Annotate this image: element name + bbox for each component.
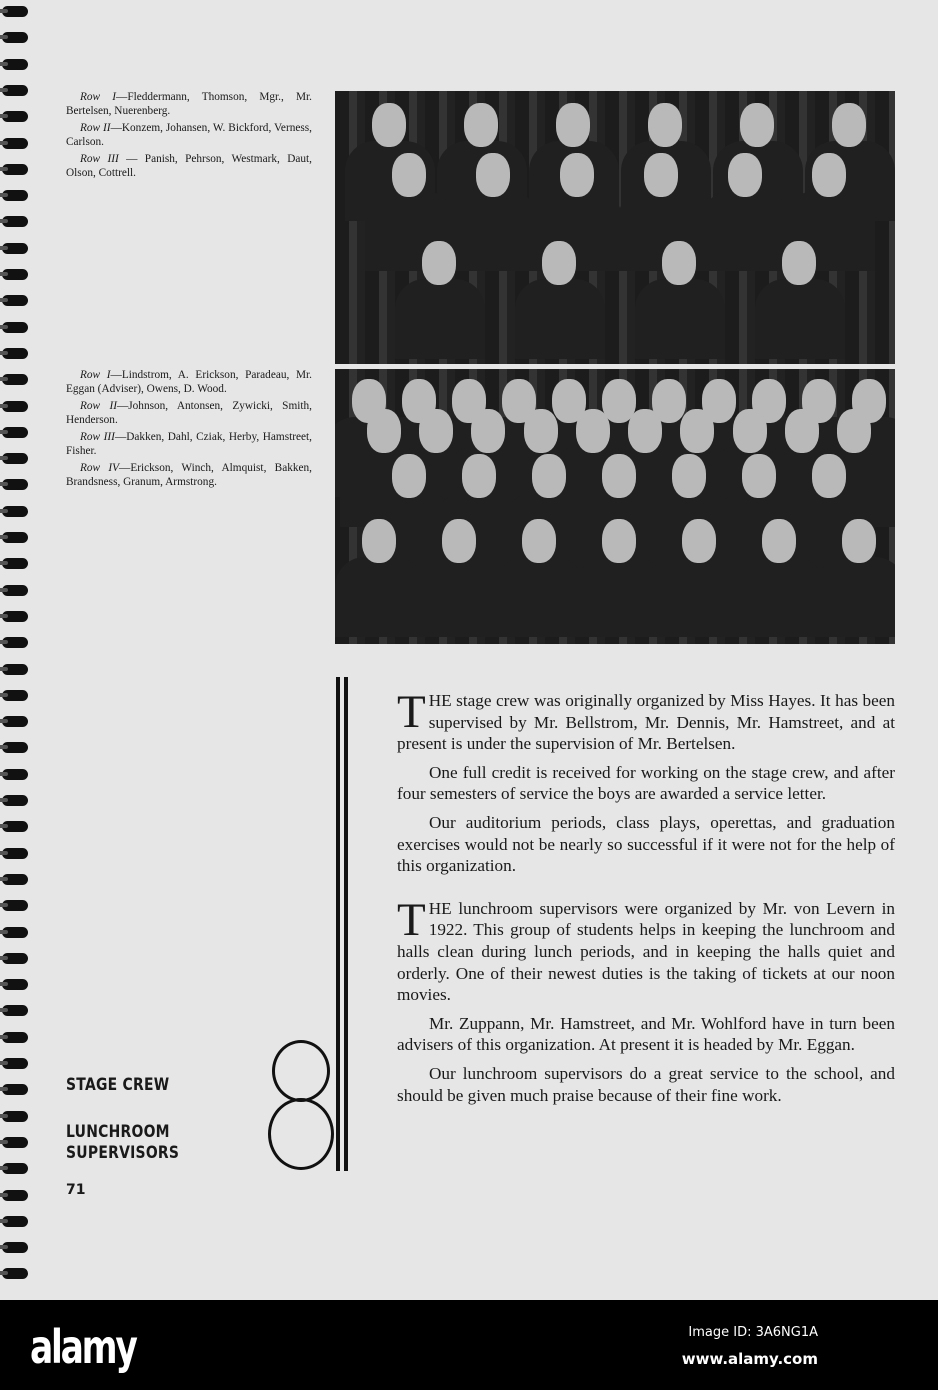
person-face xyxy=(372,103,406,147)
spiral-ring xyxy=(2,664,28,675)
person-silhouette xyxy=(395,279,485,359)
person-face xyxy=(542,241,576,285)
spiral-ring xyxy=(2,874,28,885)
spiral-ring xyxy=(2,1005,28,1016)
spiral-ring xyxy=(2,795,28,806)
person-face xyxy=(522,519,556,563)
watermark-footer xyxy=(0,1300,938,1390)
spiral-ring xyxy=(2,848,28,859)
row-names: —Erickson, Winch, Almquist, Bakken, Brandsness, Granum, Armstrong. xyxy=(66,462,312,488)
lunchroom-caption xyxy=(66,369,312,493)
spiral-ring xyxy=(2,690,28,701)
spiral-ring xyxy=(2,427,28,438)
spiral-ring xyxy=(2,1163,28,1174)
person-face xyxy=(740,103,774,147)
spiral-ring xyxy=(2,374,28,385)
stage-crew-photo xyxy=(335,91,895,364)
person-face xyxy=(602,454,636,498)
person-face xyxy=(662,241,696,285)
person-face xyxy=(560,153,594,197)
person-face xyxy=(644,153,678,197)
heading-lunchroom: LUNCHROOM xyxy=(66,1122,170,1142)
spiral-ring xyxy=(2,1084,28,1095)
heading-supervisors: SUPERVISORS xyxy=(66,1143,180,1163)
person-face xyxy=(782,241,816,285)
spiral-ring xyxy=(2,322,28,333)
person-face xyxy=(812,153,846,197)
row-label: Row I xyxy=(80,91,117,103)
person-face xyxy=(742,454,776,498)
alamy-logo: alamy xyxy=(30,1320,136,1374)
person-silhouette xyxy=(515,279,605,359)
row-names: —Fleddermann, Thomson, Mgr., Mr. Bertelsen, Nuerenberg. xyxy=(66,91,312,117)
spiral-ring xyxy=(2,243,28,254)
person-face xyxy=(392,153,426,197)
row-label: Row IV xyxy=(80,462,120,474)
person-face xyxy=(832,103,866,147)
person-silhouette xyxy=(449,191,539,271)
row-label: Row III xyxy=(80,431,115,443)
row-names: —Lindstrom, A. Erickson, Paradeau, Mr. Eggan (Adviser), Owens, D. Wood. xyxy=(66,369,312,395)
spiral-ring xyxy=(2,611,28,622)
spiral-ring xyxy=(2,269,28,280)
person-face xyxy=(576,409,610,453)
person-face xyxy=(392,454,426,498)
image-id: Image ID: 3A6NG1A xyxy=(688,1325,818,1340)
spiral-ring xyxy=(2,453,28,464)
person-face xyxy=(672,454,706,498)
row-names: —Konzem, Johansen, W. Bickford, Verness, Carlson. xyxy=(66,122,312,148)
decorative-bar xyxy=(344,677,348,1171)
spiral-ring xyxy=(2,927,28,938)
heading-stage-crew: STAGE CREW xyxy=(66,1075,170,1095)
row-names: — Panish, Pehrson, Westmark, Daut, Olson, Cottrell. xyxy=(66,153,312,179)
person-face xyxy=(842,519,876,563)
person-silhouette xyxy=(335,557,425,637)
spiral-ring xyxy=(2,32,28,43)
stage-crew-caption xyxy=(66,91,312,184)
spiral-ring xyxy=(2,348,28,359)
person-face xyxy=(812,454,846,498)
person-face xyxy=(728,153,762,197)
decorative-oval xyxy=(268,1098,334,1170)
spiral-ring xyxy=(2,558,28,569)
spiral-ring xyxy=(2,164,28,175)
spiral-ring xyxy=(2,1216,28,1227)
person-face xyxy=(476,153,510,197)
paragraph: HE lunchroom supervisors were organized by Mr. von Levern in 1922. This group of students helps in keeping the lunchroom and halls clean during lunch periods, and in keeping the halls quiet and orderly. One of their newest duties is the taking of tickets at our noon movies. xyxy=(397,898,895,1005)
spiral-ring xyxy=(2,585,28,596)
paragraph: One full credit is received for working on the stage crew, and after four semesters of service the boys are awarded a service letter. xyxy=(397,762,895,804)
spiral-ring xyxy=(2,979,28,990)
spiral-ring xyxy=(2,716,28,727)
spiral-ring xyxy=(2,401,28,412)
person-silhouette xyxy=(415,557,505,637)
spiral-ring xyxy=(2,769,28,780)
person-face xyxy=(462,454,496,498)
spiral-ring xyxy=(2,1137,28,1148)
spiral-ring xyxy=(2,532,28,543)
person-silhouette xyxy=(575,557,665,637)
spiral-ring xyxy=(2,216,28,227)
row-label: Row I xyxy=(80,369,111,381)
spiral-ring xyxy=(2,953,28,964)
person-face xyxy=(532,454,566,498)
person-silhouette xyxy=(735,557,825,637)
person-face xyxy=(837,409,871,453)
spiral-ring xyxy=(2,6,28,17)
row-label: Row III xyxy=(80,153,119,165)
person-face xyxy=(602,519,636,563)
decorative-oval xyxy=(272,1040,330,1102)
row-names: —Johnson, Antonsen, Zywicki, Smith, Henderson. xyxy=(66,400,312,426)
row-label: Row II xyxy=(80,122,111,134)
drop-cap: T xyxy=(397,893,426,946)
spiral-ring xyxy=(2,59,28,70)
drop-cap: T xyxy=(397,686,426,738)
spiral-ring xyxy=(2,1032,28,1043)
spiral-ring xyxy=(2,190,28,201)
row-names: —Dakken, Dahl, Cziak, Herby, Hamstreet, Fisher. xyxy=(66,431,313,457)
spiral-ring xyxy=(2,1242,28,1253)
spiral-ring xyxy=(2,1111,28,1122)
person-face xyxy=(648,103,682,147)
decorative-bar xyxy=(336,677,340,1171)
spiral-ring xyxy=(2,138,28,149)
page-number: 71 xyxy=(66,1182,86,1198)
person-face xyxy=(628,409,662,453)
person-silhouette xyxy=(755,279,845,359)
spiral-ring xyxy=(2,479,28,490)
paragraph: Mr. Zuppann, Mr. Hamstreet, and Mr. Wohlford have in turn been advisers of this organization. At present it is headed by Mr. Eggan. xyxy=(397,1013,895,1055)
person-face xyxy=(471,409,505,453)
spiral-ring xyxy=(2,742,28,753)
lunchroom-supervisors-photo xyxy=(335,369,895,644)
article xyxy=(397,686,895,1113)
paragraph: Our lunchroom supervisors do a great service to the school, and should be given much praise because of their fine work. xyxy=(397,1063,895,1105)
paragraph: Our auditorium periods, class plays, operettas, and graduation exercises would not be nearly so successful if it were not for the help of this organization. xyxy=(397,812,895,876)
person-face xyxy=(680,409,714,453)
person-face xyxy=(556,103,590,147)
person-face xyxy=(464,103,498,147)
person-silhouette xyxy=(815,557,895,637)
spiral-ring xyxy=(2,900,28,911)
person-face xyxy=(785,409,819,453)
person-face xyxy=(367,409,401,453)
spiral-ring xyxy=(2,637,28,648)
person-silhouette xyxy=(655,557,745,637)
person-face xyxy=(524,409,558,453)
spiral-ring xyxy=(2,111,28,122)
person-face xyxy=(419,409,453,453)
spiral-binding xyxy=(0,0,34,1300)
person-silhouette xyxy=(495,557,585,637)
watermark-url: www.alamy.com xyxy=(681,1350,818,1368)
person-face xyxy=(362,519,396,563)
spiral-ring xyxy=(2,506,28,517)
person-face xyxy=(762,519,796,563)
person-face xyxy=(442,519,476,563)
spiral-ring xyxy=(2,295,28,306)
person-silhouette xyxy=(635,279,725,359)
spiral-ring xyxy=(2,1268,28,1279)
spiral-ring xyxy=(2,821,28,832)
spiral-ring xyxy=(2,1058,28,1069)
row-label: Row II xyxy=(80,400,117,412)
paragraph: HE stage crew was originally organized by Miss Hayes. It has been supervised by Mr. Bellstrom, Mr. Dennis, Mr. Hamstreet, and at present is under the supervision of Mr. Bertelsen. xyxy=(397,691,895,754)
person-face xyxy=(733,409,767,453)
person-silhouette xyxy=(701,191,791,271)
person-face xyxy=(422,241,456,285)
spiral-ring xyxy=(2,1190,28,1201)
spiral-ring xyxy=(2,85,28,96)
person-face xyxy=(682,519,716,563)
